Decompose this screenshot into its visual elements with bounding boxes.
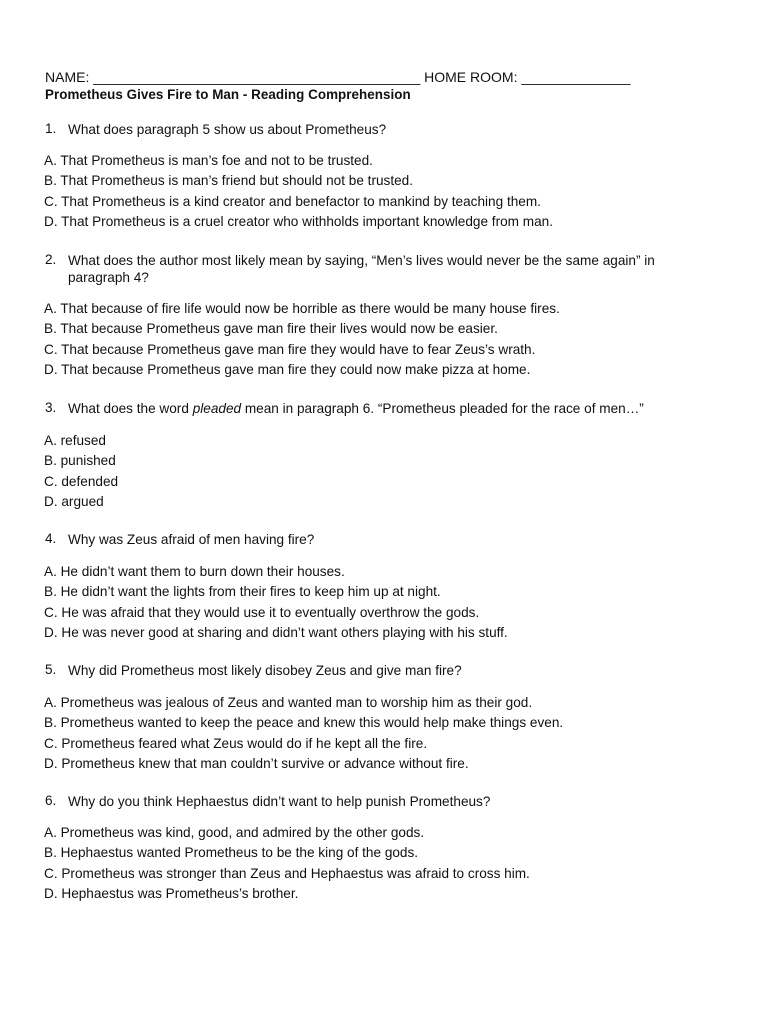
answer-option: D. Prometheus knew that man couldn’t survive or advance without fire. <box>44 756 469 772</box>
answer-option: A. He didn’t want them to burn down their houses. <box>44 564 345 579</box>
question-number: 6. <box>45 793 57 808</box>
answer-option: A. That Prometheus is man’s foe and not to be trusted. <box>44 153 373 168</box>
question-text: What does the author most likely mean by saying, “Men’s lives would never be the same again” in paragraph 4? <box>68 253 655 285</box>
emphasized-word: pleaded <box>192 401 242 416</box>
answer-options-5 <box>44 693 563 775</box>
answer-options-1 <box>44 151 553 233</box>
answer-option: A. Prometheus was jealous of Zeus and wanted man to worship him as their god. <box>44 695 533 710</box>
question-number: 3. <box>45 400 57 415</box>
answer-option: C. Prometheus was stronger than Zeus and Hephaestus was afraid to cross him. <box>44 865 530 881</box>
answer-option: D. That Prometheus is a cruel creator who withholds important knowledge from man. <box>44 214 553 230</box>
answer-option: A. refused <box>44 433 106 448</box>
question-text: What does the word pleaded mean in paragraph 6. “Prometheus pleaded for the race of men…” <box>68 401 644 416</box>
question-text: What does paragraph 5 show us about Prometheus? <box>68 122 387 137</box>
answer-option: C. That Prometheus is a kind creator and benefactor to mankind by teaching them. <box>44 193 541 209</box>
question-number: 5. <box>45 662 57 677</box>
answer-option: D. That because Prometheus gave man fire they could now make pizza at home. <box>44 362 531 378</box>
answer-option: D. Hephaestus was Prometheus’s brother. <box>44 886 299 902</box>
answer-options-2 <box>44 299 560 381</box>
answer-options-4 <box>44 562 508 644</box>
answer-option: A. Prometheus was kind, good, and admired by the other gods. <box>44 825 425 840</box>
name-homeroom-line: NAME: __________________________________________ HOME ROOM: ______________ <box>45 69 631 85</box>
question-number: 4. <box>45 531 57 546</box>
answer-option: B. Prometheus wanted to keep the peace and knew this would help make things even. <box>44 715 564 731</box>
answer-option: D. argued <box>44 494 104 510</box>
question-2 <box>45 252 685 286</box>
question-text: Why was Zeus afraid of men having fire? <box>68 532 315 547</box>
answer-option: B. He didn’t want the lights from their fires to keep him up at night. <box>44 584 441 600</box>
answer-option: B. Hephaestus wanted Prometheus to be the king of the gods. <box>44 845 419 861</box>
question-text: Why did Prometheus most likely disobey Zeus and give man fire? <box>68 663 462 678</box>
worksheet-title: Prometheus Gives Fire to Man - Reading Comprehension <box>45 87 411 102</box>
question-5 <box>45 662 685 679</box>
answer-option: C. That because Prometheus gave man fire they would have to fear Zeus’s wrath. <box>44 341 536 357</box>
question-number: 2. <box>45 252 57 267</box>
question-4 <box>45 531 685 548</box>
answer-option: B. That Prometheus is man’s friend but should not be trusted. <box>44 173 414 189</box>
answer-option: B. That because Prometheus gave man fire their lives would now be easier. <box>44 321 498 337</box>
question-number: 1. <box>45 121 57 136</box>
question-6 <box>45 793 685 810</box>
question-text: Why do you think Hephaestus didn’t want to help punish Prometheus? <box>68 794 491 809</box>
answer-option: A. That because of fire life would now be horrible as there would be many house fires. <box>44 301 560 316</box>
answer-options-6 <box>44 823 530 905</box>
answer-option: D. He was never good at sharing and didn’t want others playing with his stuff. <box>44 625 508 641</box>
answer-options-3 <box>44 431 118 513</box>
question-3 <box>45 400 685 417</box>
answer-option: C. Prometheus feared what Zeus would do if he kept all the fire. <box>44 735 428 751</box>
answer-option: B. punished <box>44 453 116 469</box>
answer-option: C. He was afraid that they would use it to eventually overthrow the gods. <box>44 604 480 620</box>
answer-option: C. defended <box>44 473 119 489</box>
question-1 <box>45 121 685 138</box>
